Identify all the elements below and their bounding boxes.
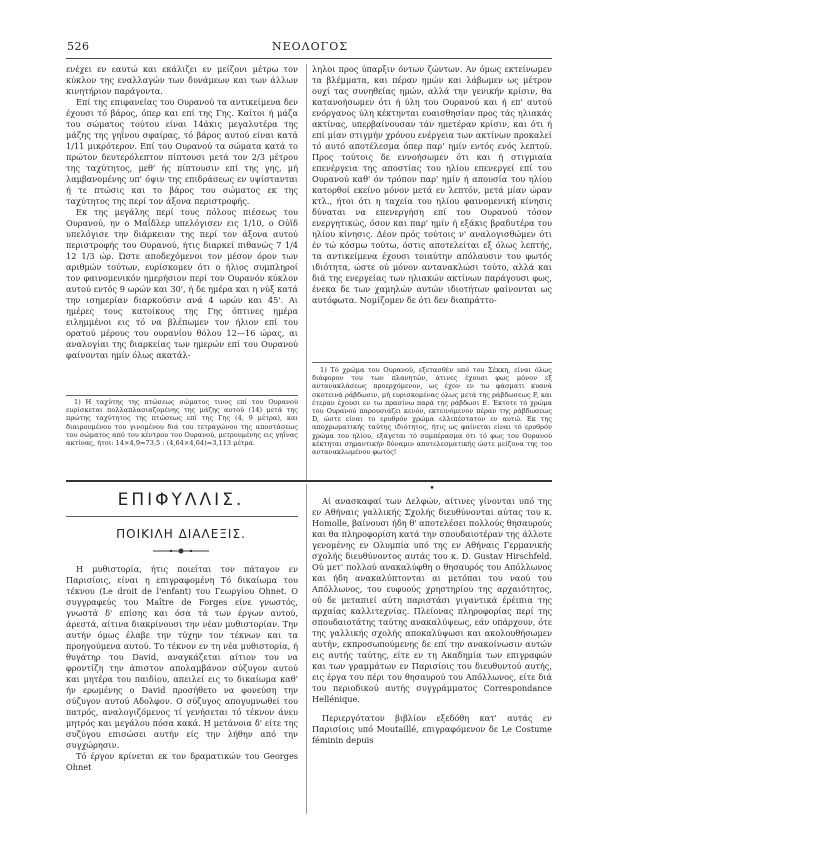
- section-rule: [66, 480, 552, 482]
- ornament-divider: [66, 546, 296, 559]
- paragraph: Τό έργον κρίνεται εκ τον δραματικών του Georges Ohnet: [66, 751, 298, 772]
- ornament-mark: •: [429, 484, 435, 494]
- page-title: ΝΕΟΛΟΓΟΣ: [272, 40, 349, 53]
- paragraph: Εκ της μεγάλης περί τους πόλους πιέσεως του Ουρανού, ην ο Μαΐδλερ υπελόγισεν εις 1/10, ο Ούϊδ υπελόγισε την διάρκειαν της περί τον άξονα αυτού περιστροφής του Ουρανού, ήτις διαρκεί πιθανώς 7 1/4 12 1/3 ώρ. Ώστε αποδεχόμενοι τον μέσον όρον των αριθμών τούτων, ευρίσκομεν ότι ο ήλιος συμπληροί τον φαινομενικόν ημερήσιον περί τον Ουρανόν κύκλον αυτού εντός 9 ωρών και 30', ή δε ημέρα και η νύξ κατά την ισημερίαν διαρκούσιν ανά 4 ωρών και 45'. Αι ημέρες τους κατοίκους της Γης όπτινες ημέρα ειλημμένοι εις τό να βλέπωμεν τον ήλιον επί του ορατού μέρους του ουρανίου θόλου 12—16 ώρας, αι αναλογίαι της διαρκείας των ημερών επί του Ουρανού φαίνονται ημίν όλως ακατάλ-: [66, 207, 298, 360]
- footnote-rule: [66, 395, 298, 396]
- feuilleton-right-text: [312, 496, 552, 816]
- paragraph: ενέχει εν εαυτώ και εκάλιζει εν μείζονι μέτρω τον κύκλον της εναλλαγών των δυνάμεων και των άλλων κινητήριον παράγοντα.: [66, 64, 298, 96]
- paragraph: Περιεργότατον βιβλίον εξεδόθη κατ' αυτάς εν Παρισίοις υπό Moutaillé, επιγραφόμενον δε Le Costume féminin depuis: [312, 713, 552, 745]
- footnote-text: 1) Η ταχύτης της πτώσεως σώματος τινος επί του Ουρανού ευρίσκεται πολλαπλασιαζομένης της μάζης αυτού (14) μετά της πρώτης ταχύτητος της πτώσεως επί της Γης (4, 9 μέτρα), και διαιρουμένου του γινομένου διά του τετραγώνου της αποστάσεως του σώματος από του κέντρου του Ουρανού, μετρουμένης εις γηΐνας ακτίνας, ήτοι: 14×4,9=73,5 : (4,64×4,64)=3,113 μέτρα.: [66, 398, 298, 448]
- feuilleton-title: ΕΠΙΦΥΛΛΙΣ.: [117, 490, 245, 510]
- paragraph: Αί ανασκαφαί των Δελφών, αίτινες γίνονται υπό της εν Αθήναις γαλλικής Σχολής διευθύνονται αύτας του κ. Homolle, βαίνουσι ήδη θ' αποτελέσει πολλούς θησαυρούς και θα πληροφορίση κατά την σπουδαιοτέραν της άλλοτε γενομένης εν Ολυμπία υπό της εν Αθήναις Γερμανικής σχολής διευθύνοντος αυτάς του κ. D. Gustav Hirschfeld. Ού μετ' πολλού ανακαλύφθη ο θησαυρός του Απόλλωνος και ήδη ανακαλύπτονται αι μετόπαι του ναού του Απόλλωνος, του ευφυούς χρηστηρίου της αρχαιότητος, ού δε μεταπιεί αύτη παριστάσι γιγαντικά έρέιπια της αρχαίας καλλιτεχνίας. Πλείονας πληροφορίας περί της σπουδαιοτάτης ταύτης ανακαλύψεως, εάν υπάρχουν, ότε της γαλλικής σχολής αποκαλύψωσι και ακολουθήσωμεν αυτήν, εκπροσωπούμενης δε επί την ανακοίνωσιν αυτών εις αυτής ταύτης, είτε εν τη Ακαδημία των επιγραφών και των γραμμάτων εν Παρισίοις του διευθυντού αυτής, εις έργα του πέρι του θησαυρού του Απόλλωνος, είτε διά του περιοδικού αυτής συγγράμματος Correspondance Hellénique.: [312, 496, 552, 704]
- page-number: 526: [67, 40, 90, 53]
- ornament-icon: [151, 546, 211, 556]
- right-column-article: [312, 64, 552, 356]
- feuilleton-subtitle: ΠΟΙΚΙΛΗ ΔΙΑΛΕΞΙΣ.: [116, 527, 246, 541]
- footnote-rule: [312, 362, 552, 363]
- right-footnote: [312, 366, 552, 466]
- left-column-article: [66, 64, 298, 388]
- feuilleton-left-text: [66, 564, 298, 816]
- paragraph: Επί της επιφανείας του Ουρανού τα αντικείμενα δεν έχουσι τό βάρος, όπερ και επί της Γης. Καίτοι ή μάζα του σώματος τούτου είναι 14άκις μεγαλυτέρα της μάζης της γηΐνου σφαίρας, τό βάρος αυτού είναι κατά 1/11 μικρότερον. Επί του Ουρανού τα σώματα κατά το πρώτον δευτερόλεπτον πίπτουσι μετά τον 2/3 μέτρου της ταχύτητος, μεθ' ής πίπτουσιν επί της γης, μή λαμβανομένης υπ' όψιν της επιδράσεως εν υψίστανται ή τε πτώσις και το βάρος του σώματος εκ της ταχύτητος της περί τον άξονα περιστροφής.: [66, 97, 298, 206]
- column-divider: [306, 484, 307, 814]
- header-rule: [66, 58, 552, 59]
- title-rule: [66, 516, 298, 517]
- column-divider: [306, 64, 307, 480]
- left-footnote: [66, 398, 298, 468]
- paragraph: ληλοι προς ύπαρξιν όντων ζώντων. Αν όμως εκτείνωμεν τα βλέμματα, και πέραν ημών και λάβωμεν ως μέτρον ουχί τας συνηθείας ημών, αλλά την γενικήν κρίσιν, θα κατανοήσωμεν ότι ή ύλη του Ουρανού και ή επ' αυτού ενόργανος ύλη κέκτηνται ευαισθησίαν προς τάς ηλιακάς ακτίνας, υπερβαίνουσαν τάν ημετέραν κρίσιν, και ότι ή επί μίαν στιγμήν χρόνου ενέργεια των ακτίνων προκαλεί τό αυτό αποτέλεσμα όπερ παρ' ημίν εντός ενός λεπτού. Προς τούτοις δε εννοήσωμεν ότι και ή στιγμιαία επενέργεια της αποστίας του ηλίου επενεργεί επί του Ουρανού καθ' όν τρόπον παρ' ημίν ή απουσία του ηλίου κατορθοί εκείνο μόνον μετά εν λεπτόν, μετά μίαν ώραν κτλ., ήτοι ότι η ταχεία του ηλίου φαινομενική κίνησις δύναται να επενεργήση επί του Ουρανού τόσον ενεργητικώς, όσον και παρ' ημίν ή εξάκις βραδυτέρα του ηλίου κίνησις. Δέον πρός τούτοις ν' αναλογισθώμεν ότι έν τώ κόσμω τούτω, όστις αποτελείται εξ όλως λεπτής, τα αντικείμενα έχουσι τοιαύτην απόλαυσιν του φωτός ιδιότητα, ώστε ού μόνον αντανακλώσι τούτο, αλλά και διά της ενεργείας των ηλιακών ακτίνων παράγουσι φως, ένεκα δε των χαμηλών αυτών ιδιοτήτων φαίνονται ως αυτόφωτα. Νομίζομεν δε ότι δεν διαπράττο-: [312, 64, 552, 305]
- footnote-text: 1) Τό χρώμα του Ουρανού, εξετασθέν υπό του Σέκκη, είναι όλως διάφορον του των πλανητών, άτινες έχουσι φως μόνον εξ αντανακλάσεως προερχόμενον, ως έχον εν τω φάσματι κυανά σκοτεινά ράβδωσιν, μή ευρισκομένας όλως μετά της ράβδωσεως F, και έτεραν έχουσι εν τω πρασίνω παρά της ράβδωσι E. Έκτοτε τό χρώμα του Ουρανού παρουσιάζει κενόν, εκτεινόμενον πέραν της ράβδωσεως D, ώστε είναι το ερυθρόν χρώμα ελλιπέστατον εν αυτώ. Εκ της αποχρωματικής ταύτης ιδιότητος, ήτις ως φαίνεται είναι τό ερυθρόν χρώμα του ηλίου, εξάγεται τό συμπέρασμα ότι τό φως του Ουρανού κέκτηται σημαντικήν δύναμιν αποτελεσματικής ώστε μείζονα της του αντανακλωμένου φωτός!: [312, 366, 552, 457]
- paragraph: Η μυθιστορία, ήτις ποιείται τον πάταγον εν Παρισίοις, είναι η επιγραφομένη Τό δικαίωμα του τέκνου (Le droit de l'enfant) του Γεωργίου Ohnet. Ο συγγραφεύς του Maître de Forges είνε γνωστός, γνωστά δ' επίσης και όσα τά των έργων αυτού, άρεστά, αίτινα διακρίνουσι την νέαν μυθιστορίαν. Την αυτήν όμως έλαβε την τύχην τον τέκνων και τα προηγούμενα αυτού. Το τέκνον εν τη νέα μυθιστορία, ή θυγάτηρ του David, αναγκάζεται αίτιον του να φροντίζη την άπιστον απολαμβάνον σύζυγον αυτού και μητέρα του παιδίου, απειλεί εις το δικαίωμα καθ' ήν ερωμένης ο David προσήθετο να φονεύση την σύζυγον αυτού Αδολφον. Ο σύζυγος απογυμνωθεί του πατρός, αναλογιζόμενος τί γενήσεται τό τέκνον άνευ μητρός και μεγάλου πόσα κακά. Η μετάνοια δ' είτε της συζύγου επισώσει αυτήν είς την λήθην από την συγχώρησιν.: [66, 564, 298, 750]
